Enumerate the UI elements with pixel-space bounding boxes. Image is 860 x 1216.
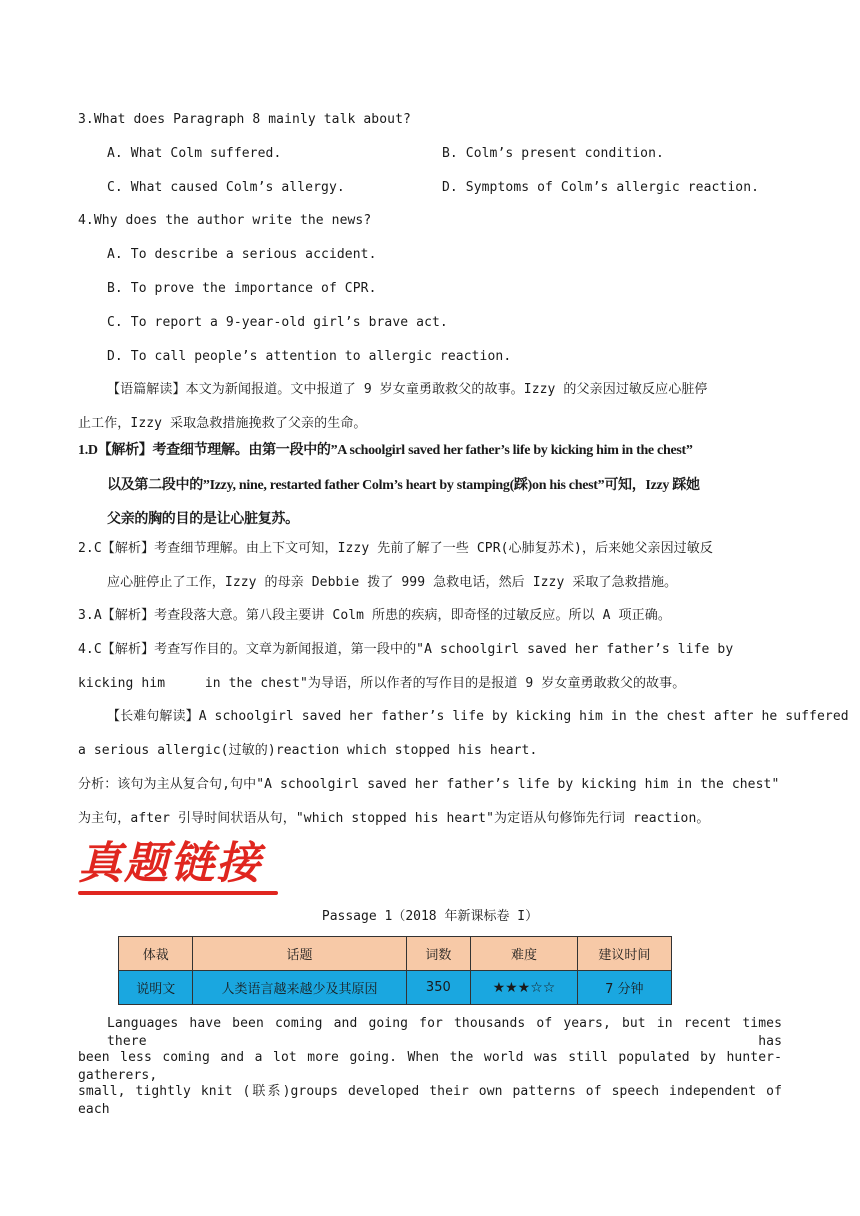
header-difficulty: 难度 xyxy=(471,937,578,971)
question-3-stem: 3.What does Paragraph 8 mainly talk about? xyxy=(78,112,411,127)
question-3-option-c: C. What caused Colm’s allergy. xyxy=(107,180,345,195)
long-sentence-line-2: a serious allergic(过敏的)reaction which stopped his heart. xyxy=(78,743,538,758)
question-4-option-b: B. To prove the importance of CPR. xyxy=(107,281,377,296)
passage-title: Passage 1（2018 年新课标卷 I） xyxy=(321,909,539,924)
header-word-count: 词数 xyxy=(406,937,471,971)
table-header-row xyxy=(119,937,672,971)
question-4-option-a: A. To describe a serious accident. xyxy=(107,247,377,262)
long-sentence-line-1: 【长难句解读】A schoolgirl saved her father’s life by kicking him in the chest after he suffered xyxy=(107,709,849,724)
cell-word-count: 350 xyxy=(406,971,471,1005)
answer-1-line-3: 父亲的胸的目的是让心脏复苏。 xyxy=(107,512,299,527)
cell-genre: 说明文 xyxy=(119,971,193,1005)
passage-line-2: been less coming and a lot more going. When the world was still populated by hunter-gatherers, xyxy=(78,1050,782,1083)
question-4-stem: 4.Why does the author write the news? xyxy=(78,213,372,228)
answer-1-line-2: 以及第二段中的”Izzy, nine, restarted father Colm’s heart by stamping(踩)on his chest”可知，Izzy 踩她 xyxy=(107,478,700,493)
answer-1-line-1: 1.D【解析】考查细节理解。由第一段中的”A schoolgirl saved her father’s life by kicking him in the chest” xyxy=(78,443,693,458)
header-topic: 话题 xyxy=(193,937,406,971)
passage-line-1: Languages have been coming and going for thousands of years, but in recent times there has xyxy=(107,1016,782,1049)
passage-summary-line-1: 【语篇解读】本文为新闻报道。文中报道了 9 岁女童勇敢救父的故事。Izzy 的父亲因过敏反应心脏停 xyxy=(107,382,708,397)
cell-topic: 人类语言越来越少及其原因 xyxy=(193,971,406,1005)
question-3-option-d: D. Symptoms of Colm’s allergic reaction. xyxy=(442,180,760,195)
question-4-option-d: D. To call people’s attention to allergic reaction. xyxy=(107,349,512,364)
banner-title: 真题链接 xyxy=(78,838,262,889)
answer-2-line-2: 应心脏停止了工作，Izzy 的母亲 Debbie 拨了 999 急救电话，然后 Izzy 采取了急救措施。 xyxy=(107,575,678,590)
passage-info-table xyxy=(118,936,672,1005)
question-3-option-a: A. What Colm suffered. xyxy=(107,146,282,161)
answer-4-line-1: 4.C【解析】考查写作目的。文章为新闻报道，第一段中的"A schoolgirl saved her father’s life by xyxy=(78,642,734,657)
passage-line-3: small, tightly knit (联系)groups developed their own patterns of speech independent of each xyxy=(78,1084,782,1117)
analysis-line-2: 为主句，after 引导时间状语从句，"which stopped his heart"为定语从句修饰先行词 reaction。 xyxy=(78,811,710,826)
answer-2-line-1: 2.C【解析】考查细节理解。由上下文可知，Izzy 先前了解了一些 CPR(心肺复苏术)，后来她父亲因过敏反 xyxy=(78,541,713,556)
section-banner xyxy=(78,838,280,898)
cell-difficulty-stars: ★★★☆☆ xyxy=(471,971,578,1005)
passage-summary-line-2: 止工作，Izzy 采取急救措施挽救了父亲的生命。 xyxy=(78,416,367,431)
question-3-option-b: B. Colm’s present condition. xyxy=(442,146,664,161)
question-4-option-c: C. To report a 9-year-old girl’s brave act. xyxy=(107,315,448,330)
cell-suggested-time: 7 分钟 xyxy=(577,971,671,1005)
table-row xyxy=(119,971,672,1005)
header-suggested-time: 建议时间 xyxy=(577,937,671,971)
answer-4-line-2: kicking him in the chest"为导语，所以作者的写作目的是报道 9 岁女童勇敢救父的故事。 xyxy=(78,676,686,691)
banner-underline xyxy=(78,891,278,895)
answer-3-line-1: 3.A【解析】考查段落大意。第八段主要讲 Colm 所患的疾病，即奇怪的过敏反应。所以 A 项正确。 xyxy=(78,608,671,623)
header-genre: 体裁 xyxy=(119,937,193,971)
analysis-line-1: 分析：该句为主从复合句,句中"A schoolgirl saved her father’s life by kicking him in the chest" xyxy=(78,777,780,792)
